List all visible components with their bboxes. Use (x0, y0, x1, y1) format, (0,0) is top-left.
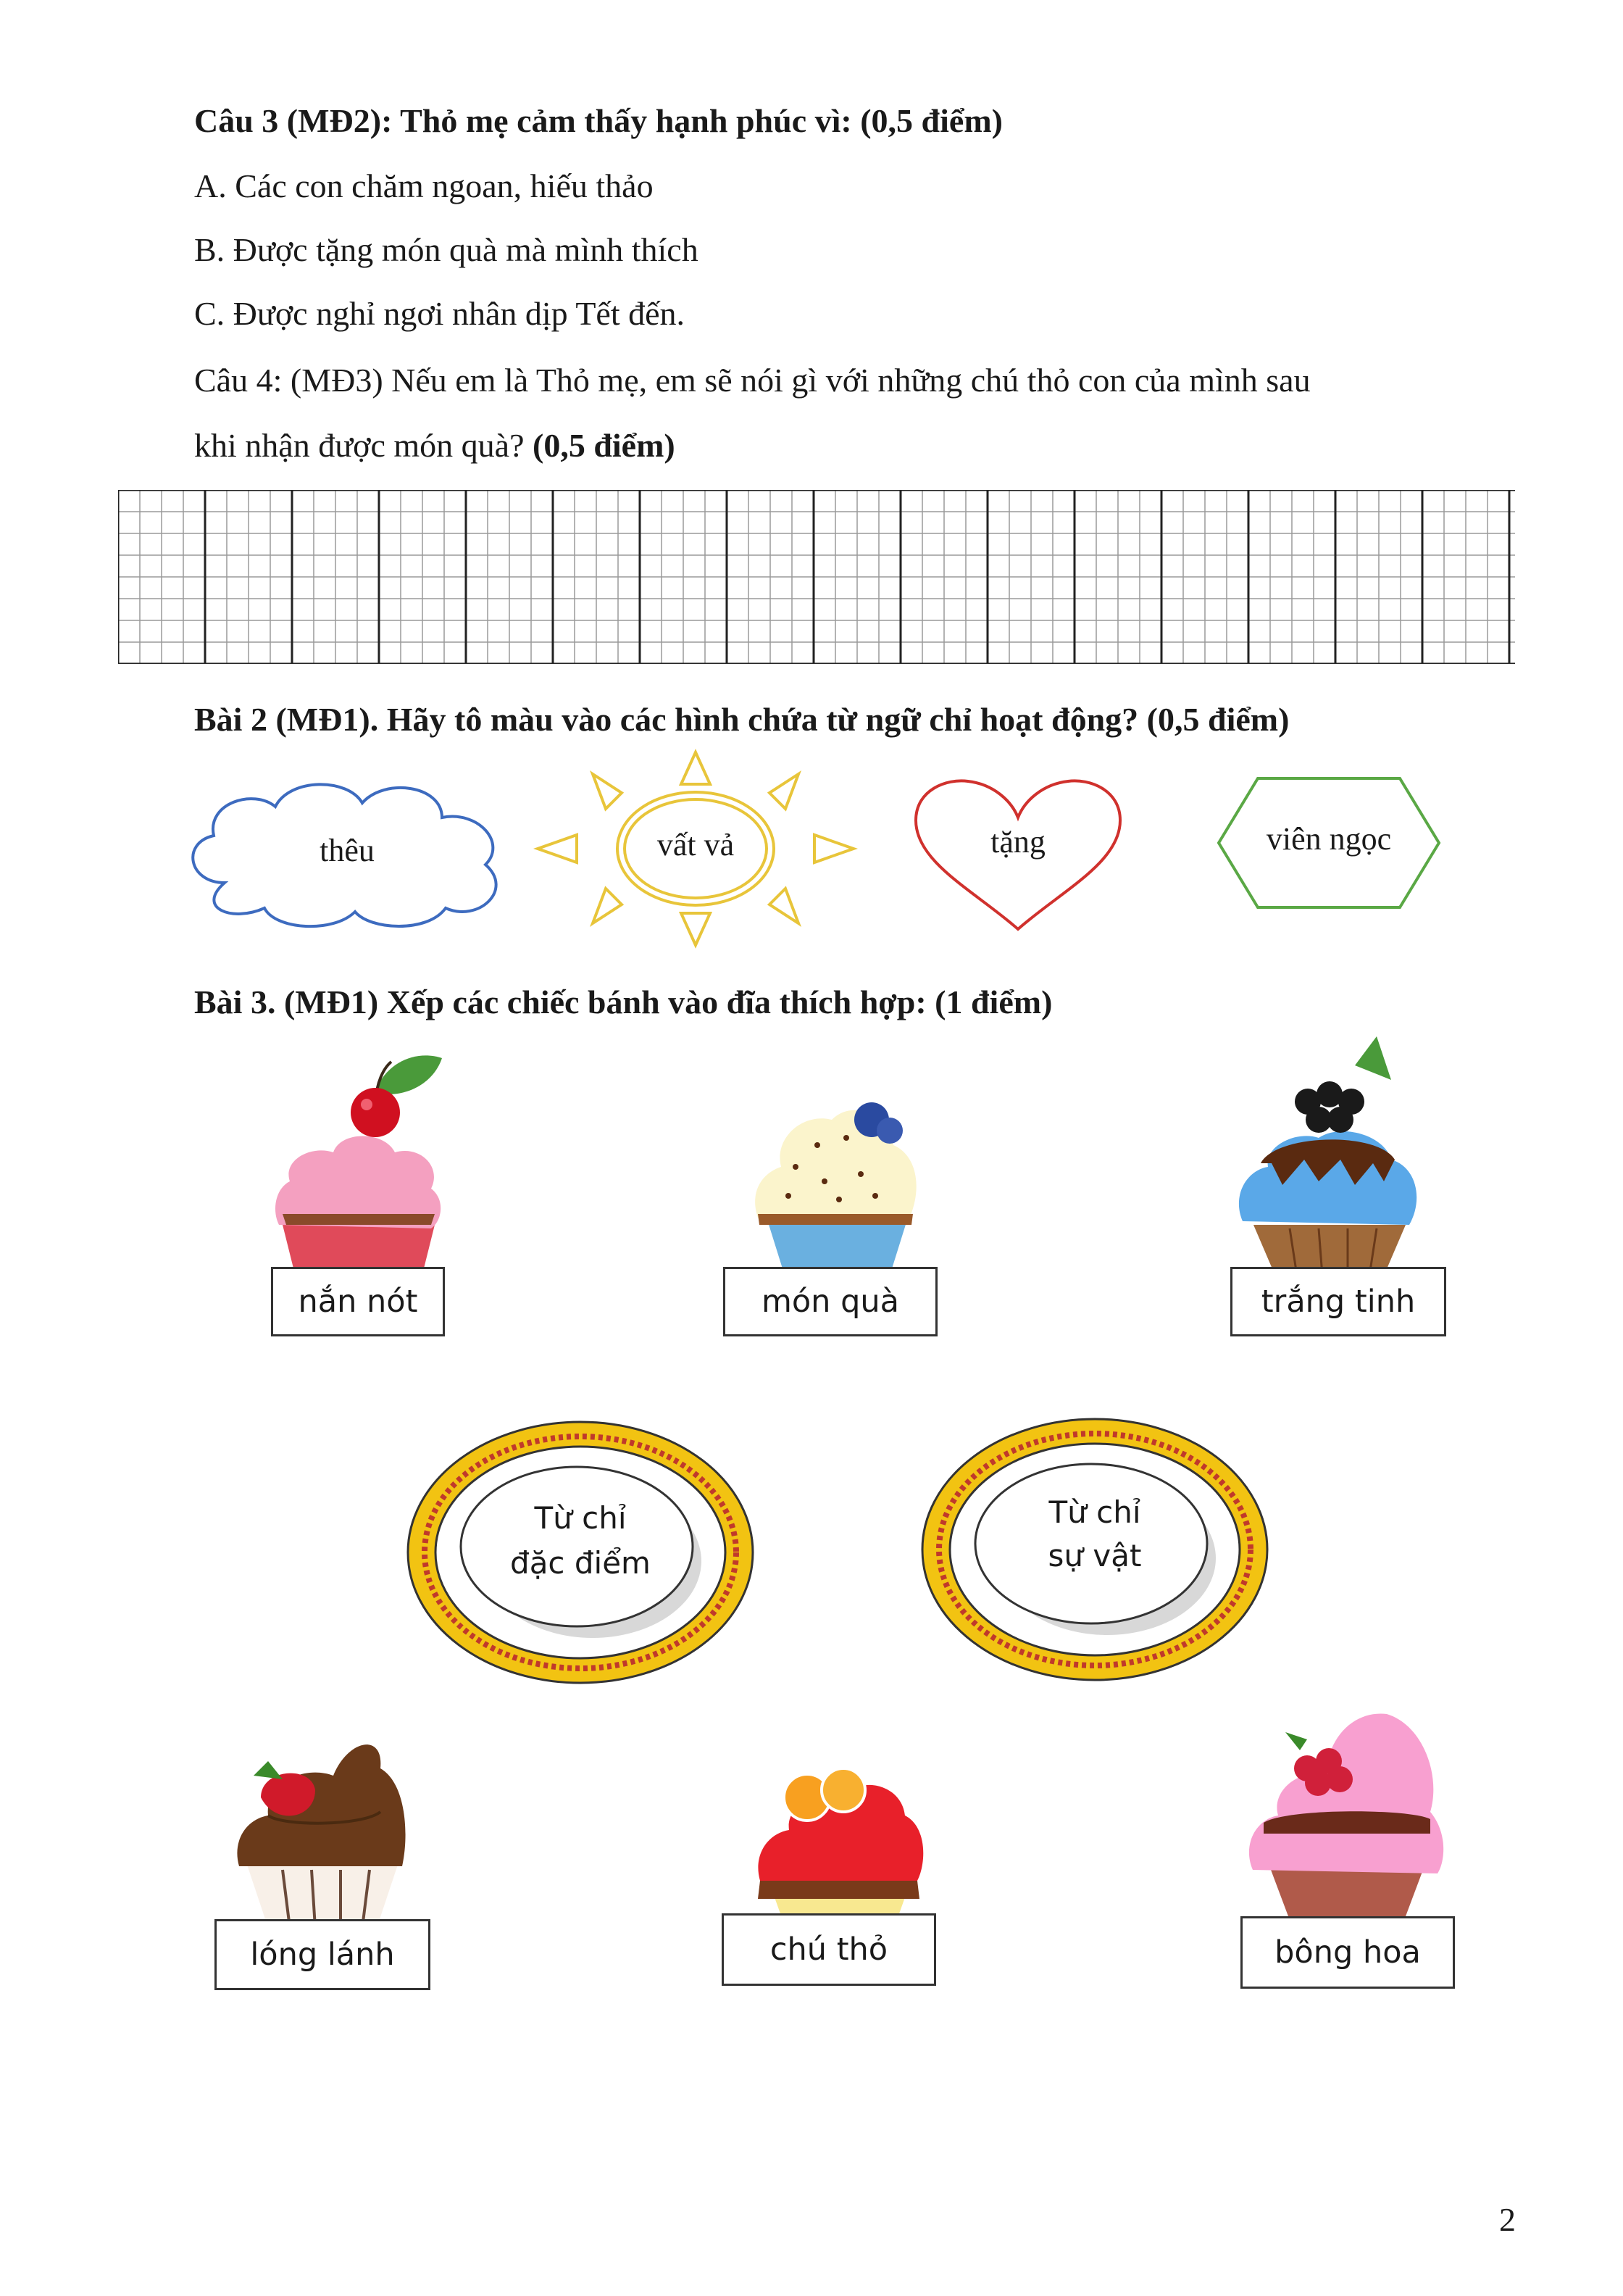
heart-shape[interactable] (910, 775, 1126, 935)
cupcake-raspberry[interactable] (1242, 1689, 1452, 1928)
cupcake-blackberry[interactable] (1232, 1036, 1427, 1276)
cupcake-blueberry[interactable] (745, 1058, 929, 1276)
plate-su-vat-line-1: Từ chỉ (1048, 1494, 1141, 1530)
plate-dac-diem[interactable] (403, 1416, 758, 1689)
cupcake-orange[interactable] (749, 1732, 930, 1928)
exercise-2-title: Bài 2 (MĐ1). Hãy tô màu vào các hình chứa từ ngữ chỉ hoạt động? (0,5 điểm) (194, 701, 1290, 738)
question-4-line-1: Câu 4: (MĐ3) Nếu em là Thỏ mẹ, em sẽ nói gì với những chú thỏ con của mình sau (194, 362, 1311, 399)
question-3-option-b: B. Được tặng món quà mà mình thích (194, 231, 698, 268)
question-3-option-a: A. Các con chăm ngoan, hiếu thảo (194, 167, 654, 204)
plate-dac-diem-line-2: đặc điểm (510, 1545, 651, 1581)
cake-label-non-not[interactable]: nắn nót (271, 1267, 445, 1336)
sun-shape[interactable] (533, 746, 858, 951)
question-3-option-c: C. Được nghỉ ngơi nhân dịp Tết đến. (194, 295, 685, 332)
page-number: 2 (1499, 2201, 1516, 2238)
plate-dac-diem-line-1: Từ chỉ (534, 1500, 627, 1536)
question-4-points: (0,5 điểm) (533, 427, 675, 464)
cloud-label: thêu (320, 833, 375, 868)
handwriting-grid[interactable] (118, 490, 1515, 664)
cake-label-bong-hoa[interactable]: bông hoa (1240, 1916, 1455, 1989)
exercise-3-title: Bài 3. (MĐ1) Xếp các chiếc bánh vào đĩa thích hợp: (1 điểm) (194, 983, 1053, 1020)
sun-label: vất vả (656, 827, 735, 862)
cake-label-mon-qua[interactable]: món quà (723, 1267, 938, 1336)
heart-label: tặng (990, 824, 1046, 860)
cupcake-strawberry[interactable] (232, 1725, 413, 1928)
plate-su-vat-line-2: sự vật (1048, 1538, 1142, 1573)
cake-label-trang-tinh[interactable]: trắng tinh (1230, 1267, 1446, 1336)
hexagon-shape[interactable] (1214, 774, 1443, 912)
cake-label-long-lanh[interactable]: lóng lánh (214, 1919, 430, 1990)
question-3-title: Câu 3 (MĐ2): Thỏ mẹ cảm thấy hạnh phúc vì: (0,5 điểm) (194, 102, 1003, 139)
cupcake-cherry[interactable] (268, 1044, 449, 1276)
cloud-shape[interactable] (174, 774, 520, 933)
question-4-text: khi nhận được món quà? (194, 427, 525, 464)
cake-label-chu-tho[interactable]: chú thỏ (722, 1913, 936, 1986)
plate-su-vat[interactable] (917, 1413, 1272, 1686)
question-4-line-2 (194, 426, 675, 465)
hexagon-label: viên ngọc (1266, 821, 1392, 857)
